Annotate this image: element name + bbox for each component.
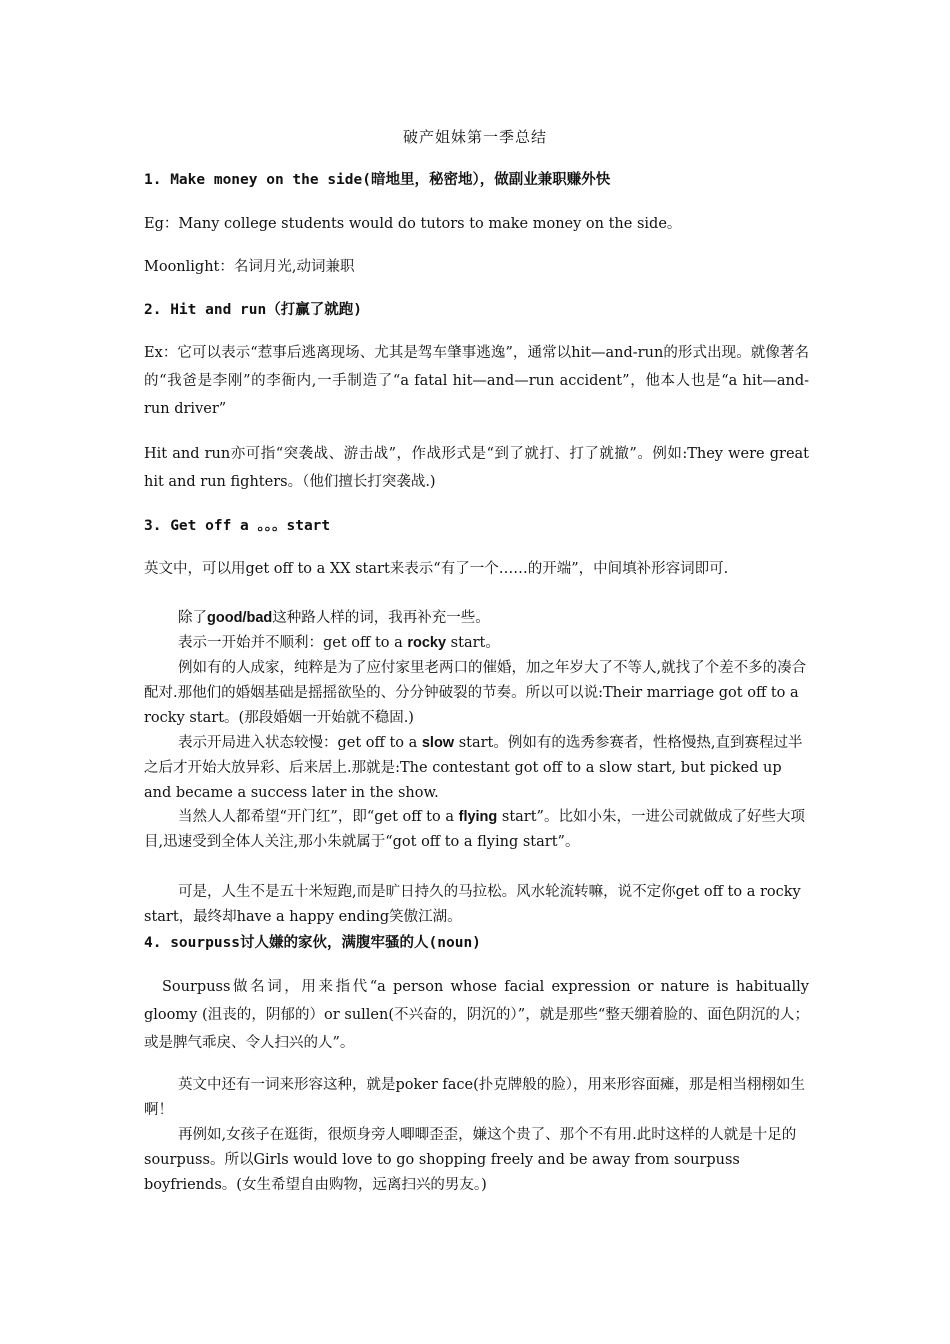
keyword-slow: slow [421, 735, 455, 751]
section-3-paragraph-2: 除了good/bad这种路人样的词，我再补充一些。 [178, 610, 490, 626]
section-4-paragraph-3: 再例如,女孩子在逛街，很烦身旁人唧唧歪歪，嫌这个贵了、那个不有用.此时这样的人就是十足的sourpuss。所以Girls would love to go shopping freely and be away from sourpuss boyfriends。(女生希望自由购物，远离扫兴的男友。) [144, 1127, 797, 1193]
document-title: 破产姐妹第一季总结 [402, 128, 547, 146]
section-3-paragraph-3: 表示一开始并不顺利：get off to a rocky start。 [178, 635, 500, 651]
section-1-example: Eg：Many college students would do tutors to make money on the side。 [144, 216, 682, 232]
section-3-paragraph-1: 英文中，可以用get off to a XX start来表示“有了一个……的开端”，中间填补形容词即可. [144, 561, 729, 577]
section-2-heading: 2. Hit and run（打赢了就跑) [144, 302, 362, 318]
section-3-paragraph-7: 可是，人生不是五十米短跑,而是旷日持久的马拉松。风水轮流转嘛，说不定你get off to a rocky start，最终却have a happy ending笑傲江湖。 [144, 884, 801, 925]
section-2-paragraph-1: Ex：它可以表示“惹事后逃离现场、尤其是驾车肇事逃逸”，通常以hit—and-run的形式出现。就像著名的“我爸是李刚”的李衙内,一手制造了“a fatal hit—and—run accident”，他本人也是“a hit—and-run driver” [144, 345, 809, 417]
section-1-heading: 1. Make money on the side(暗地里，秘密地），做副业兼职赚外快 [144, 172, 611, 188]
section-4-paragraph-2: 英文中还有一词来形容这种，就是poker face(扑克牌般的脸），用来形容面瘫，那是相当栩栩如生啊！ [144, 1077, 806, 1118]
section-1-moonlight-note: Moonlight：名词月光,动词兼职 [144, 259, 355, 275]
section-4-paragraph-1: Sourpuss做名词，用来指代“a person whose facial expression or nature is habitually gloomy (沮丧的，阴郁的）or sullen(不兴奋的，阴沉的）”，就是那些“整天绷着脸的、面色阴沉的人；或是脾气乖戾、令人扫兴的人”。 [144, 979, 809, 1051]
section-4-heading: 4. sourpuss讨人嫌的家伙，满腹牢骚的人(noun) [144, 935, 481, 951]
section-3-paragraph-5: 表示开局进入状态较慢：get off to a slow start。例如有的选秀参赛者，性格慢热,直到赛程过半之后才开始大放异彩、后来居上.那就是:The contestant got off to a slow start, but picked up and became a success later in the show. [144, 735, 803, 801]
keyword-good-bad: good/bad [207, 610, 273, 626]
section-2-paragraph-2: Hit and run亦可指“突袭战、游击战”，作战形式是“到了就打、打了就撤”。例如:They were great hit and run fighters。（他们擅长打突袭战.) [144, 446, 809, 490]
section-3-heading: 3. Get off a 。。。start [144, 518, 331, 534]
keyword-flying: flying [458, 809, 498, 825]
section-3-paragraph-4: 例如有的人成家，纯粹是为了应付家里老两口的催婚，加之年岁大了不等人,就找了个差不多的凑合配对.那他们的婚姻基础是摇摇欲坠的、分分钟破裂的节奏。所以可以说:Their marriage got off to a rocky start。(那段婚姻一开始就不稳固.) [144, 660, 807, 726]
section-3-paragraph-6: 当然人人都希望“开门红”，即“get off to a flying start”。比如小朱，一进公司就做成了好些大项目,迅速受到全体人关注,那小朱就属于“got off to a flying start”。 [144, 809, 805, 850]
keyword-rocky: rocky [407, 635, 447, 651]
